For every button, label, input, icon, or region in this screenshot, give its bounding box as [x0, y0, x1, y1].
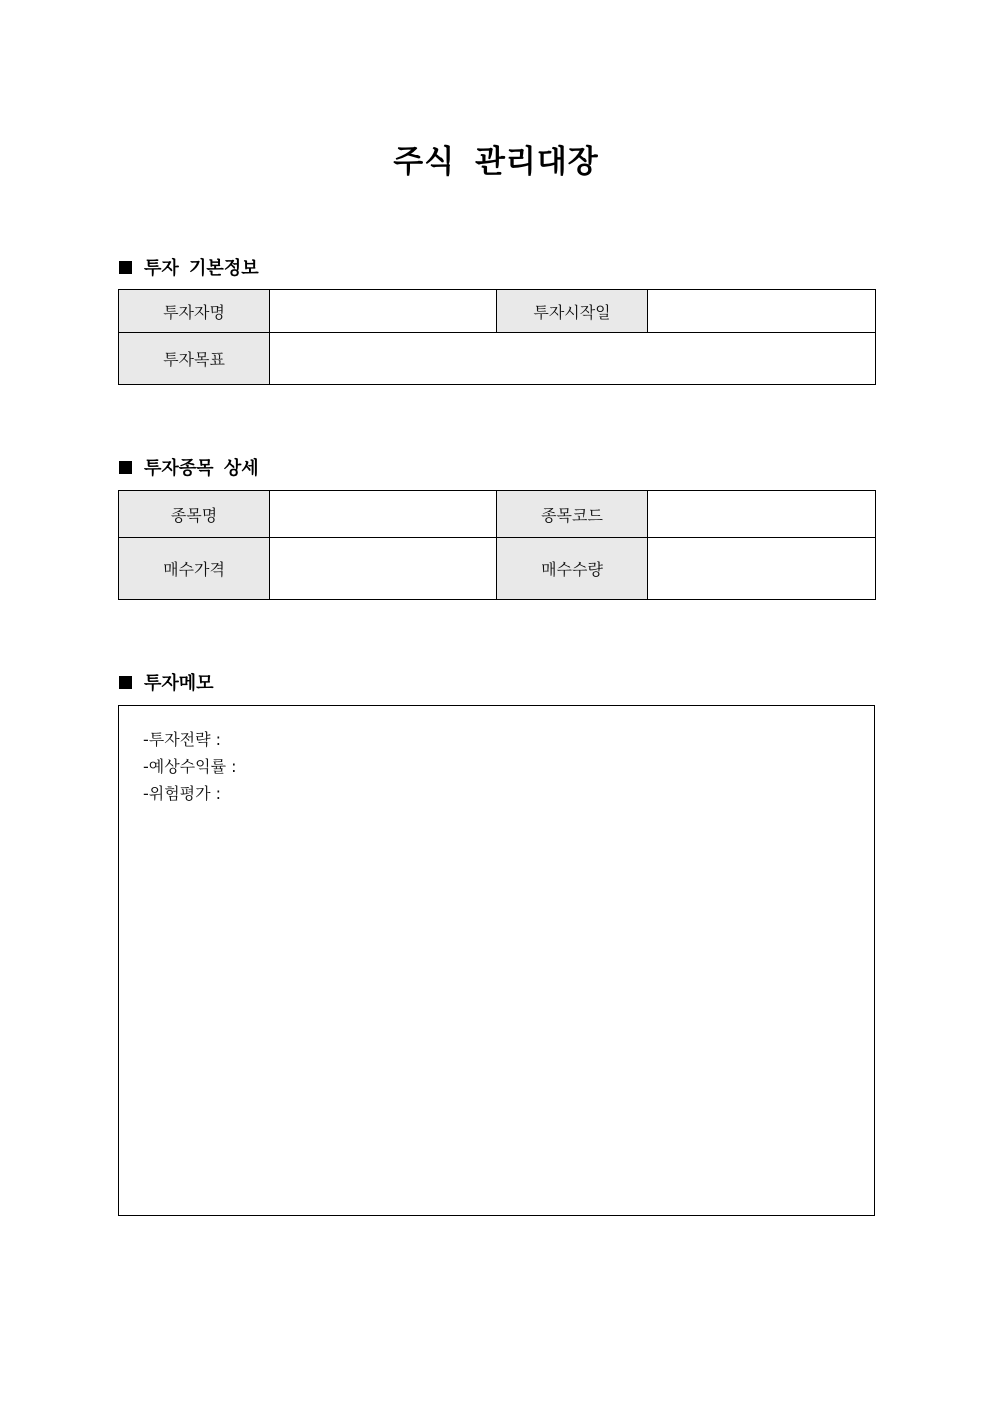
purchase-price-field[interactable]	[270, 538, 497, 600]
section-heading-stock-detail	[119, 454, 259, 480]
start-date-field[interactable]	[648, 290, 876, 333]
start-date-label: 투자시작일	[497, 290, 648, 333]
square-bullet-icon	[119, 461, 132, 474]
investment-goal-field[interactable]	[270, 333, 876, 385]
section-heading-label: 투자 기본정보	[144, 258, 259, 279]
square-bullet-icon	[119, 261, 132, 274]
table-row	[119, 333, 876, 385]
purchase-quantity-field[interactable]	[648, 538, 876, 600]
memo-line-risk-assessment: -위험평가 :	[143, 784, 222, 803]
table-row	[119, 491, 876, 538]
stock-code-label: 종목코드	[497, 491, 648, 538]
basic-info-table	[118, 289, 876, 385]
section-heading-label: 투자메모	[144, 673, 214, 694]
section-heading-label: 투자종목 상세	[144, 458, 259, 479]
table-row	[119, 538, 876, 600]
investor-name-label: 투자자명	[119, 290, 270, 333]
investment-goal-label: 투자목표	[119, 333, 270, 385]
memo-lines	[143, 726, 237, 807]
stock-name-label: 종목명	[119, 491, 270, 538]
table-row	[119, 290, 876, 333]
purchase-price-label: 매수가격	[119, 538, 270, 600]
purchase-quantity-label: 매수수량	[497, 538, 648, 600]
section-heading-basic-info	[119, 254, 259, 280]
stock-code-field[interactable]	[648, 491, 876, 538]
memo-line-strategy: -투자전략 :	[143, 730, 222, 749]
stock-detail-table	[118, 490, 876, 600]
section-heading-memo	[119, 669, 214, 695]
square-bullet-icon	[119, 676, 132, 689]
memo-line-expected-return: -예상수익률 :	[143, 757, 237, 776]
stock-name-field[interactable]	[270, 491, 497, 538]
investor-name-field[interactable]	[270, 290, 497, 333]
memo-box[interactable]	[118, 705, 875, 1216]
page-title: 주식 관리대장	[393, 144, 599, 180]
